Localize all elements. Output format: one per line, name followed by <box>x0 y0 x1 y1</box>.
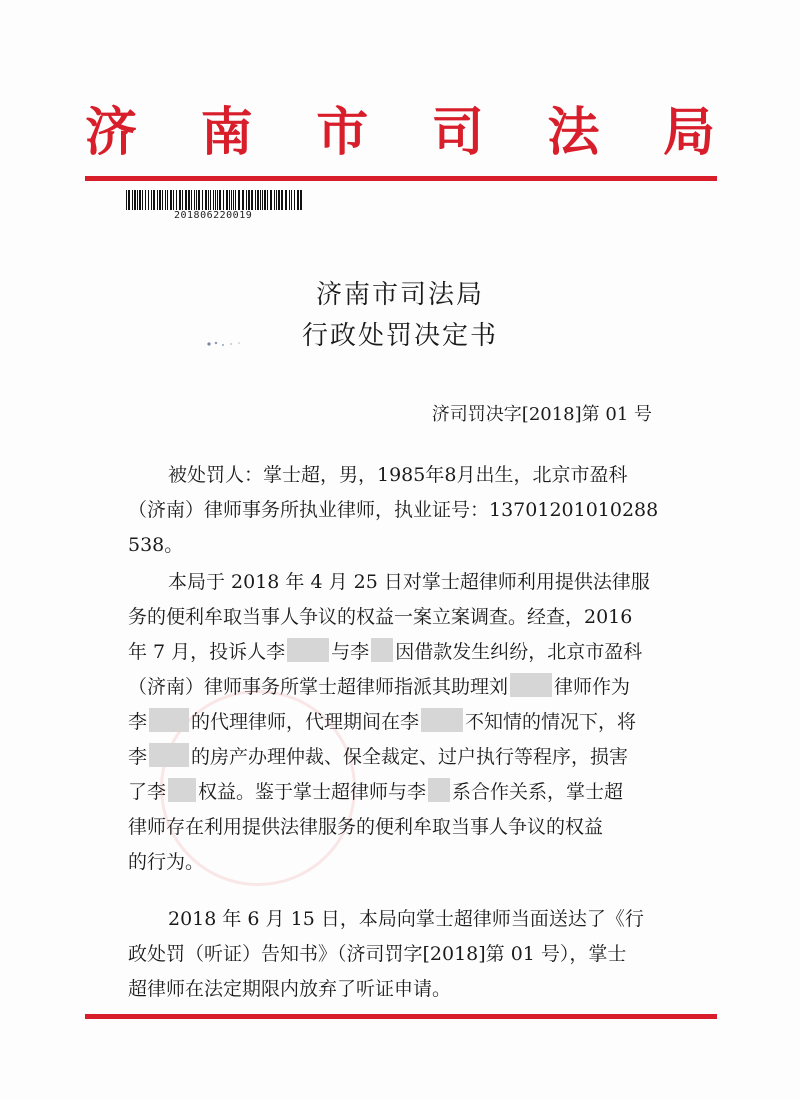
letterhead-char: 南 <box>200 101 253 163</box>
footer-red-rule <box>85 1014 717 1019</box>
text-line: 律师存在利用提供法律服务的便利牟取当事人争议的权益 <box>128 816 604 838</box>
document-title-issuer: 济南市司法局 <box>315 280 484 310</box>
paragraph-facts <box>128 565 668 880</box>
document-number: 济司罚决字[2018]第 01 号 <box>431 404 652 425</box>
text-line: （济南）律师事务所掌士超律师指派其助理刘 律师作为 <box>128 670 668 705</box>
text-line: 被处罚人：掌士超，男，1985年8月出生，北京市盈科 <box>168 464 628 486</box>
redacted-name <box>149 708 189 732</box>
letterhead-red-rule <box>85 176 717 181</box>
redacted-name <box>421 708 463 732</box>
redacted-name <box>510 673 552 697</box>
text-line: 超律师在法定期限内放弃了听证申请。 <box>128 978 452 1000</box>
text-line: 李 的代理律师，代理期间在李 不知情的情况下，将 <box>128 705 668 740</box>
redacted-name <box>149 743 189 767</box>
paragraph-hearing <box>128 902 668 1007</box>
redacted-name <box>428 778 450 802</box>
document-title-type: 行政处罚决定书 <box>301 321 498 351</box>
redacted-name <box>287 638 329 662</box>
redacted-name <box>371 638 393 662</box>
paragraph-party <box>128 458 668 563</box>
barcode-icon <box>126 190 306 210</box>
text-line: 的行为。 <box>128 851 205 873</box>
text-line: 政处罚（听证）告知书》（济司罚字[2018]第 01 号），掌士 <box>128 943 627 965</box>
text-line: 李 的房产办理仲裁、保全裁定、过户执行等程序，损害 <box>128 740 668 775</box>
text-line: （济南）律师事务所执业律师，执业证号：13701201010288 <box>128 499 659 521</box>
letterhead-char: 市 <box>316 101 369 163</box>
text-line: 538。 <box>128 534 184 556</box>
issuer-letterhead <box>85 92 715 162</box>
text-line: 2018 年 6 月 15 日，本局向掌士超律师当面送达了《行 <box>168 908 644 930</box>
text-line: 务的便利牟取当事人争议的权益一案立案调查。经查，2016 <box>128 606 633 628</box>
barcode-number: 201806220019 <box>174 210 253 221</box>
redacted-name <box>168 778 196 802</box>
text-line: 了李 权益。鉴于掌士超律师与李 系合作关系，掌士超 <box>128 775 668 810</box>
letterhead-char: 济 <box>85 101 138 163</box>
letterhead-char: 局 <box>662 101 715 163</box>
letterhead-char: 司 <box>431 101 484 163</box>
text-line: 年 7 月，投诉人李 与李 因借款发生纠纷，北京市盈科 <box>128 635 668 670</box>
text-line: 本局于 2018 年 4 月 25 日对掌士超律师利用提供法律服 <box>168 571 650 593</box>
letterhead-char: 法 <box>547 101 600 163</box>
